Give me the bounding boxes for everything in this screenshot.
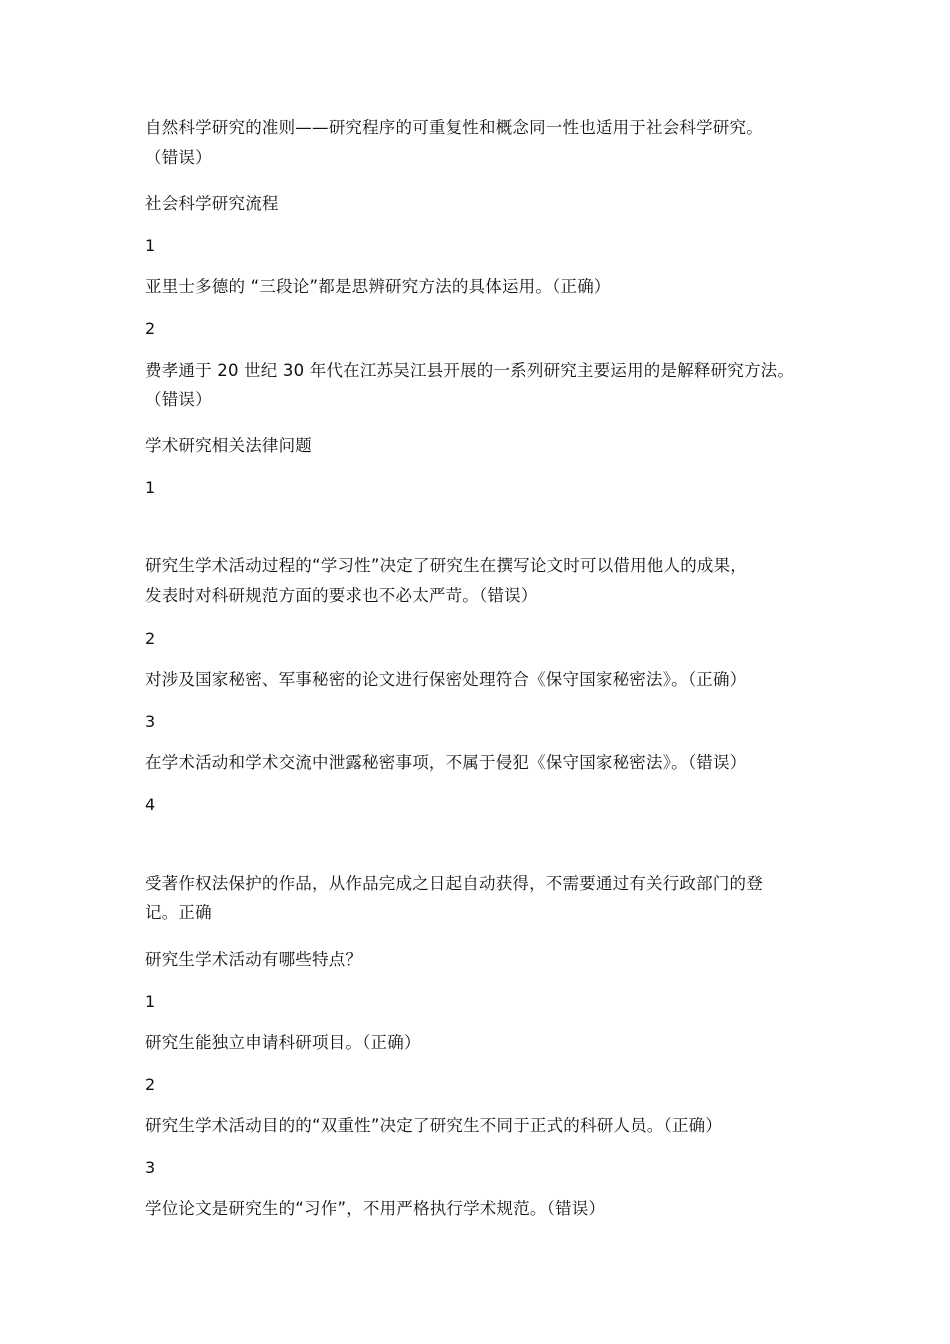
item-number: 2 [145,1075,156,1094]
section-heading: 社会科学研究流程 [145,194,279,213]
item-number: 1 [145,992,156,1011]
answer-text: （错误） [145,148,212,167]
statement-text: 记。正确 [145,903,212,922]
statement-text: 研究生能独立申请科研项目。（正确） [145,1033,421,1052]
statement-text: 受著作权法保护的作品，从作品完成之日起自动获得，不需要通过有关行政部门的登 [145,874,763,893]
statement-text: 费孝通于 20 世纪 30 年代在江苏吴江县开展的一系列研究主要运用的是解释研究方法。 [145,361,795,380]
statement-text: 学位论文是研究生的“习作”，不用严格执行学术规范。（错误） [145,1199,606,1218]
item-number: 1 [145,236,156,255]
section-heading: 研究生学术活动有哪些特点？ [145,950,363,969]
item-number: 3 [145,1158,156,1177]
statement-text: 自然科学研究的准则——研究程序的可重复性和概念同一性也适用于社会科学研究。 [145,118,763,137]
answer-text: （错误） [145,390,212,409]
statement-text: 研究生学术活动过程的“学习性”决定了研究生在撰写论文时可以借用他人的成果， [145,556,747,575]
item-number: 4 [145,795,156,814]
item-number: 3 [145,712,156,731]
item-number: 1 [145,478,156,497]
statement-text: 发表时对科研规范方面的要求也不必太严苛。（错误） [145,586,538,605]
statement-text: 研究生学术活动目的的“双重性”决定了研究生不同于正式的科研人员。（正确） [145,1116,723,1135]
statement-text: 在学术活动和学术交流中泄露秘密事项，不属于侵犯《保守国家秘密法》。（错误） [145,753,747,772]
statement-text: 亚里士多德的 “三段论”都是思辨研究方法的具体运用。（正确） [145,277,611,296]
item-number: 2 [145,319,156,338]
section-heading: 学术研究相关法律问题 [145,436,312,455]
statement-text: 对涉及国家秘密、军事秘密的论文进行保密处理符合《保守国家秘密法》。（正确） [145,670,747,689]
item-number: 2 [145,629,156,648]
